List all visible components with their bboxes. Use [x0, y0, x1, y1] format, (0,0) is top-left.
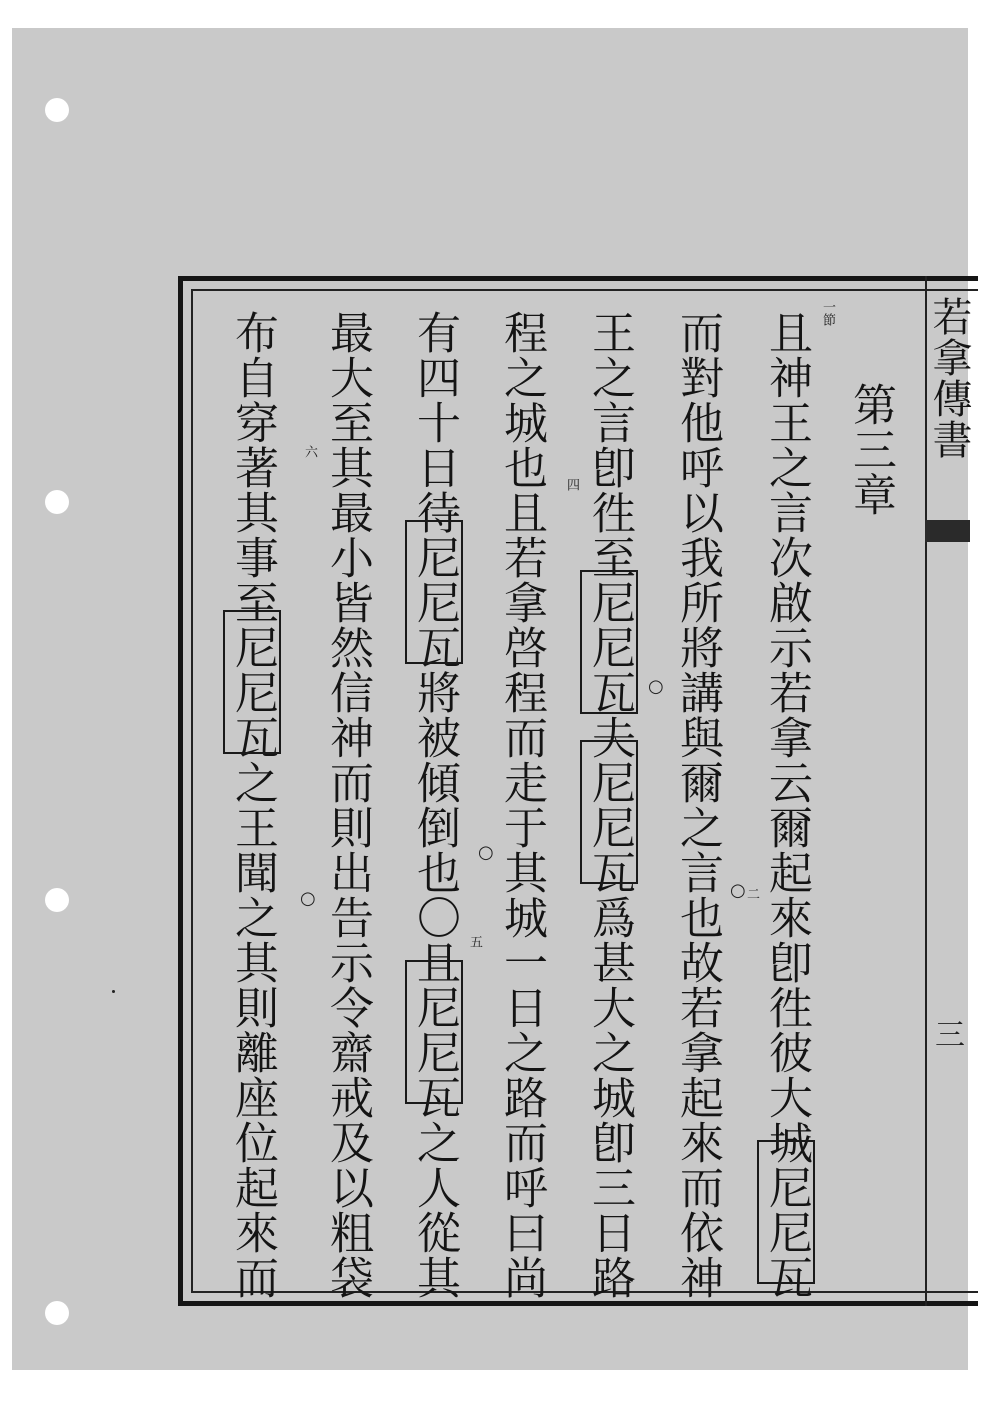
proper-name-box [580, 740, 638, 884]
binder-hole [45, 98, 69, 122]
text-column-4: 程之城也且若拿啓程而走于其城一日之路而呼曰尚 [496, 310, 547, 1300]
punctuation-circle: ○ [478, 842, 494, 863]
verse-marker-6: 六 [302, 445, 317, 458]
proper-name-box [405, 960, 463, 1104]
verse-marker-4: 四 [564, 478, 579, 491]
proper-name-box [405, 520, 463, 664]
chapter-title: 第三章 [845, 382, 896, 517]
text-column-3: 王之言卽徃至尼尼瓦夫尼尼瓦爲甚大之城卽三日路 [584, 310, 635, 1300]
speck [112, 990, 115, 993]
binder-hole [45, 490, 69, 514]
text-column-7: 布自穿著其事至尼尼瓦之王聞之其則離座位起來而 [227, 310, 278, 1300]
text-column-1: 且神王之言次啟示若拿云爾起來卽徃彼大城尼尼瓦 [761, 310, 812, 1300]
binder-hole [45, 888, 69, 912]
punctuation-circle: ○ [300, 888, 316, 909]
proper-name-box [757, 1140, 815, 1284]
verse-marker-2: 二 [744, 887, 759, 900]
fish-tail-mark [925, 520, 970, 542]
punctuation-circle: ○ [648, 676, 664, 697]
text-column-6: 最大至其最小皆然信神而則出告示令齋戒及以粗袋 [322, 310, 373, 1300]
text-column-2: 而對他呼以我所將講與爾之言也故若拿起來而依神 [672, 310, 723, 1300]
verse-marker-5: 五 [467, 935, 482, 948]
book-title: 若拿傳書 [926, 296, 972, 460]
page-number: 三 [935, 1018, 965, 1053]
proper-name-box [580, 570, 638, 714]
text-column-5: 有四十日待尼尼瓦將被傾倒也〇且尼尼瓦之人從其 [409, 310, 460, 1300]
binder-hole [45, 1301, 69, 1325]
proper-name-box [223, 610, 281, 754]
section-marker: 一節 [820, 300, 835, 326]
punctuation-circle: ○ [730, 880, 746, 901]
